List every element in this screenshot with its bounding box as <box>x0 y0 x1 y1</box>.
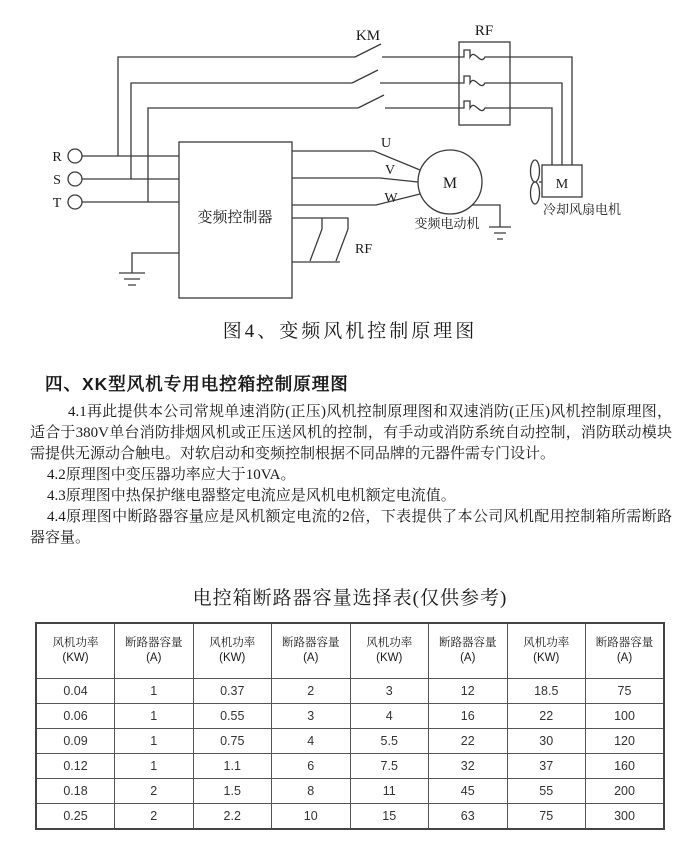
table-cell: 0.09 <box>36 729 115 754</box>
ground-icon <box>119 253 179 285</box>
motor-caption: 变频电动机 <box>414 216 480 231</box>
output-wires <box>292 151 420 205</box>
table-cell: 11 <box>350 779 429 804</box>
table-row <box>36 704 664 729</box>
label-km: KM <box>355 28 381 44</box>
col-header-breaker <box>272 623 351 679</box>
table-row <box>36 754 664 779</box>
col-header-unit: (KW) <box>219 652 246 664</box>
table-row <box>36 804 664 830</box>
col-header-text: 断路器容量 <box>595 637 654 649</box>
table-cell: 12 <box>429 679 508 704</box>
supply-terminal-icons <box>68 149 82 209</box>
label-s: S <box>53 173 61 188</box>
circuit-diagram <box>0 0 700 312</box>
table-cell: 2 <box>272 679 351 704</box>
table-cell: 3 <box>272 704 351 729</box>
table-cell: 1.1 <box>193 754 272 779</box>
km-to-rf-wires <box>380 57 459 108</box>
col-header-breaker <box>429 623 508 679</box>
table-cell: 5.5 <box>350 729 429 754</box>
table-cell: 0.18 <box>36 779 115 804</box>
table-cell: 22 <box>429 729 508 754</box>
fan-m-label: M <box>555 177 569 192</box>
col-header-power <box>350 623 429 679</box>
col-header-unit: (A) <box>460 652 476 664</box>
table-row <box>36 779 664 804</box>
km-contact-icon <box>352 44 384 108</box>
label-t: T <box>52 196 62 211</box>
table-cell: 2 <box>115 804 194 830</box>
col-header-text: 风机功率 <box>209 637 256 649</box>
table-cell: 75 <box>586 679 665 704</box>
paragraph-4-3: 4.3原理图中热保护继电器整定电流应是风机电机额定电流值。 <box>47 488 456 504</box>
table-cell: 0.04 <box>36 679 115 704</box>
col-header-text: 风机功率 <box>366 637 413 649</box>
table-cell: 300 <box>586 804 665 830</box>
col-header-unit: (A) <box>146 652 162 664</box>
col-header-unit: (KW) <box>62 652 89 664</box>
label-v: V <box>384 163 396 178</box>
col-header-breaker <box>586 623 665 679</box>
table-cell: 0.75 <box>193 729 272 754</box>
rf-to-fan-wires <box>510 57 572 165</box>
col-header-text: 断路器容量 <box>439 637 497 649</box>
table-cell: 15 <box>350 804 429 830</box>
label-r: R <box>52 150 62 165</box>
label-u: U <box>380 136 392 151</box>
table-cell: 0.12 <box>36 754 115 779</box>
table-cell: 1 <box>115 704 194 729</box>
col-header-power <box>507 623 586 679</box>
table-cell: 160 <box>586 754 665 779</box>
table-row <box>36 729 664 754</box>
table-cell: 0.55 <box>193 704 272 729</box>
table-cell: 4 <box>272 729 351 754</box>
table-row <box>36 679 664 704</box>
table-cell: 63 <box>429 804 508 830</box>
col-header-power <box>36 623 115 679</box>
rf-thermal-relay-icon <box>459 42 510 125</box>
table-cell: 100 <box>586 704 665 729</box>
tap-wires <box>118 57 358 202</box>
figure-caption: 图4、变频风机控制原理图 <box>222 321 478 342</box>
table-cell: 32 <box>429 754 508 779</box>
paragraph-4-4: 4.4原理图中断路器容量应是风机额定电流的2倍，下表提供了本公司风机配用控制箱所需断路器容量。 <box>30 509 672 546</box>
col-header-unit: (A) <box>303 652 319 664</box>
table-cell: 75 <box>507 804 586 830</box>
table-cell: 1 <box>115 754 194 779</box>
table-cell: 1 <box>115 679 194 704</box>
table-cell: 8 <box>272 779 351 804</box>
table-cell: 2.2 <box>193 804 272 830</box>
col-header-unit: (KW) <box>533 652 560 664</box>
table-cell: 10 <box>272 804 351 830</box>
fan-caption: 冷却风扇电机 <box>542 202 622 217</box>
rf-aux-contact-icon <box>292 218 348 262</box>
table-cell: 2 <box>115 779 194 804</box>
table-cell: 4 <box>350 704 429 729</box>
table-cell: 16 <box>429 704 508 729</box>
col-header-text: 断路器容量 <box>282 637 340 649</box>
col-header-unit: (KW) <box>376 652 403 664</box>
section-body <box>30 402 672 549</box>
table-cell: 30 <box>507 729 586 754</box>
table-cell: 55 <box>507 779 586 804</box>
table-cell: 45 <box>429 779 508 804</box>
col-header-text: 风机功率 <box>52 637 99 649</box>
table-cell: 200 <box>586 779 665 804</box>
table-cell: 0.37 <box>193 679 272 704</box>
controller-label: 变频控制器 <box>197 210 273 226</box>
col-header-text: 风机功率 <box>523 637 570 649</box>
table-header-row <box>36 623 664 679</box>
col-header-power <box>193 623 272 679</box>
table-cell: 120 <box>586 729 665 754</box>
paragraph-4-2: 4.2原理图中变压器功率应大于10VA。 <box>47 467 296 483</box>
breaker-capacity-table <box>35 622 665 830</box>
motor-m-label: M <box>442 175 458 192</box>
col-header-unit: (A) <box>616 652 633 664</box>
table-cell: 0.25 <box>36 804 115 830</box>
table-title: 电控箱断路器容量选择表(仅供参考) <box>192 588 508 609</box>
col-header-text: 断路器容量 <box>125 637 183 649</box>
section-heading: 四、XK型风机专用电控箱控制原理图 <box>45 374 349 394</box>
paragraph-4-1: 4.1再此提供本公司常规单速消防(正压)风机控制原理图和双速消防(正压)风机控制原理图，适合于380V单台消防排烟风机或正压送风机的控制，有手动或消防系统自动控制，消防联动模块需提供无源动合触电。对软启动和变频控制根据不同品牌的元器件需专门设计。 <box>30 404 672 462</box>
table-cell: 3 <box>350 679 429 704</box>
label-w: W <box>384 191 398 206</box>
table-cell: 1 <box>115 729 194 754</box>
table-cell: 0.06 <box>36 704 115 729</box>
table-cell: 18.5 <box>507 679 586 704</box>
table-cell: 7.5 <box>350 754 429 779</box>
label-rf-aux: RF <box>355 242 373 257</box>
table-cell: 22 <box>507 704 586 729</box>
col-header-breaker <box>115 623 194 679</box>
table-cell: 1.5 <box>193 779 272 804</box>
label-rf-top: RF <box>474 23 494 39</box>
table-cell: 6 <box>272 754 351 779</box>
table-cell: 37 <box>507 754 586 779</box>
